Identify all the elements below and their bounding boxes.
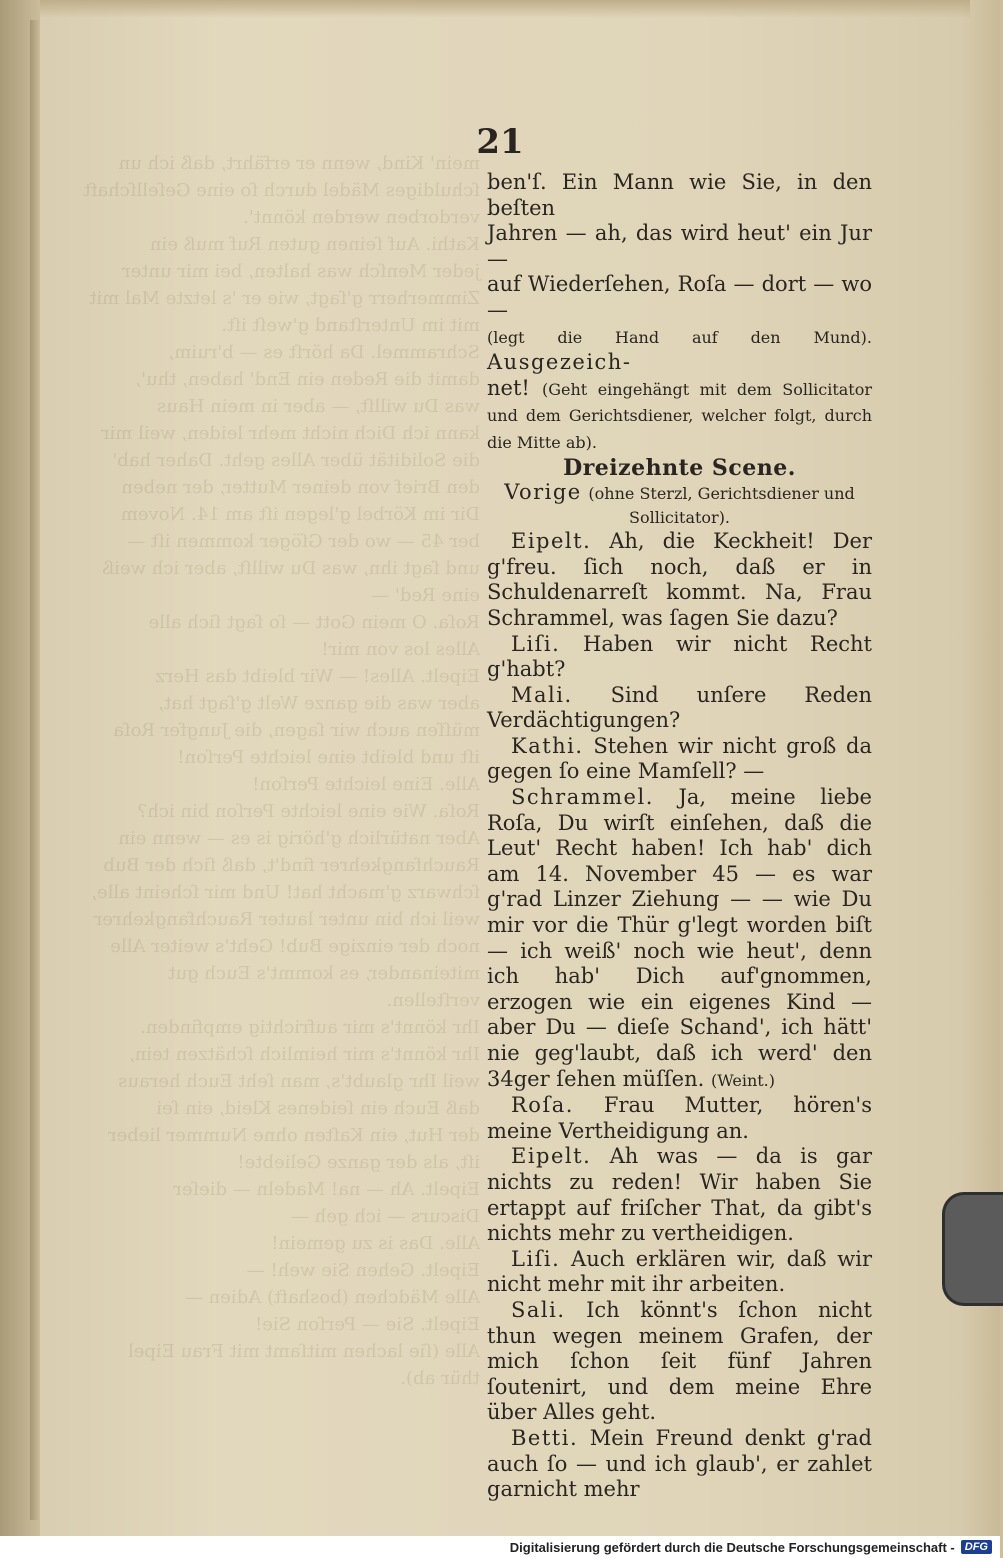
- speech-text: Stehen wir nicht groß da gegen ſo eine Mamſell? —: [487, 733, 872, 784]
- speech-text: Mein Freund denkt g'rad auch ſo — und ich glaub', er zahlet garnicht mehr: [487, 1425, 872, 1502]
- stage-direction: (legt die Hand auf den Mund).: [487, 327, 872, 347]
- scene-title: Dreizehnte Scene.: [563, 454, 796, 481]
- speech-text: Sind unſere Reden Verdächtigungen?: [487, 682, 872, 733]
- digitization-footer: [0, 1536, 1000, 1558]
- speech: [487, 1093, 872, 1144]
- speech: [487, 683, 872, 734]
- show-through-text: mein' Kind, wenn er erfährt, daß ich un ſchuldiges Mädel durch ſo eine Geſellſchaft verdorben werden könnt'. Kathi. Auf ſeinen guten Ruf muß ein jeder Menſch was halten, bei mir unter Zimmerherr g'ſagt, wie er 's letzte Mal mit mit im Unterſtand g'weſt iſt. Schrammel. Da hörſt es — b'ruim, damit die Reden ein End' haben, thu', was Du willſt, — aber in mein Haus kann ich Dich nicht mehr leiden, weil mir die Solidität über Alles geht. Daher hab' den Brief von deiner Mutter, der neben Dir im Körbel g'legen iſt am 14. Novem ber 45 — wo der Gſöger kommen iſt — und ſagt ihn, was Du willſt, aber ich weiß eine Red' — Roſa. O mein Gott — ſo ſagt ſich alle Alles los von mir! Eipelt. Alles! — Wir bleibt das Herz aber was die ganze Welt g'ſagt hat, müſſen auch wir ſagen, die Jungfer Roſa iſt und bleibt eine leichte Perſon! Alle. Eine leichte Perſon! Roſa. Wie eine leichte Perſon bin ich? Aber natürlich g'hörig is es — wenn ein Rauchfangkehrer find't, daß ſich der Bub ſchwarz g'macht hat! Und mir ſcheint alle, weil ich bin unter lauter Rauchfangkehrer noch der einzige Bub! Geht's weiter Alle miteinander, es kommt's Euch gut verſtellen. Ihr könnt's mir aufrichtig empfinden. Ihr könnt's mir heimlich ſchätzen tein, weil Ihr glaubt's, man ſeht Euch heraus daß Euch ein ſeidenes Kleid, ein ſei der Hut, ein Kaſten ohne Nummer lieber iſt, als der ganze Geliebte! Eipelt. Ah — na! Madeln — dieſer Discurs — ich geh — Alle. Das is zu gemein! Eipelt. Gehen Sie weh! — Alle Mädchen (boshaft) Adien — Eipelt. Sie — Perſon Sie! Alle (ſie lachen mitſamt mit Frau Eipel thür ab).: [83, 153, 480, 1389]
- speech-text: Haben wir nicht Recht g'habt?: [487, 631, 872, 682]
- cast-note: (ohne Sterzl, Gerichtsdiener und Sollicitator).: [588, 484, 855, 528]
- scene-cast: [487, 481, 872, 529]
- text-line: Jahren — ah, das wird heut' ein Jur —: [487, 221, 872, 271]
- archive-tab-marker: [942, 1192, 1003, 1306]
- speech: [487, 1426, 872, 1503]
- text-line: ben'ſ. Ein Mann wie Sie, in den beſten: [487, 170, 872, 220]
- speaker-name: Liſi.: [511, 1246, 561, 1271]
- stage-direction: (Weint.): [710, 1070, 775, 1090]
- speaker-name: Eipelt.: [511, 529, 592, 554]
- speaker-name: Kathi.: [511, 733, 584, 758]
- text-line: auf Wiederſehen, Roſa — dort — wo —: [487, 272, 872, 322]
- speech-text: Ah, die Keckheit! Der g'freu. ſich noch, daß er in Schuldenarreſt kommt. Na, Frau Schrammel, was ſagen Sie dazu?: [487, 529, 872, 630]
- speech: [487, 632, 872, 683]
- speaker-name: Schrammel.: [511, 785, 654, 810]
- speaker-name: Mali.: [511, 682, 573, 707]
- speech-text: Ah was — da is gar nichts zu reden! Wir haben Sie ertappt auf friſcher That, da gibt's nichts mehr zu vertheidigen.: [487, 1144, 872, 1246]
- speaker-name: Eipelt.: [511, 1144, 592, 1169]
- text-line: [487, 376, 872, 456]
- speech: [487, 785, 872, 1093]
- speaker-name: Roſa.: [511, 1093, 574, 1118]
- speech-text: Ich könnt's ſchon nicht thun wegen meinem Grafen, der mich ſchon ſeit fünf Jahren ſoutenirt, und dem meine Ehre über Alles geht.: [487, 1297, 872, 1425]
- speech-fragment: Ausgezeich-: [487, 350, 632, 375]
- stage-direction: (Geht eingehängt mit dem Sollicitator und dem Gerichtsdiener, welcher folgt, durch die Mitte ab).: [487, 379, 873, 452]
- footer-credit: Digitalisierung gefördert durch die Deutsche Forschungsgemeinschaft -: [509, 1539, 955, 1555]
- speech: [487, 734, 872, 785]
- text-column: [487, 170, 872, 1503]
- speech: [487, 1247, 872, 1298]
- speech: [487, 1298, 872, 1426]
- cast-name: Vorige: [504, 480, 582, 505]
- book-gutter: [30, 20, 40, 1520]
- speaker-name: Liſi.: [511, 631, 561, 656]
- speaker-name: Betti.: [511, 1425, 579, 1450]
- speech-text: Ja, meine liebe Roſa, Du wirſt einſehen, daß die Leut' Recht haben! Ich hab' dich am 14. November 45 — es war g'rad Linzer Ziehung — — wie Du mir vor die Thür g'legt worden biſt — ich weiß' noch wie heut', denn ich hab' Dich auf'gnommen, erzogen wie ein eigenes Kind — aber Du — dieſe Schand', ich hätt' nie geg'laubt, daß ich werd' den 34ger ſehen müſſen.: [487, 785, 872, 1091]
- page-top-edge: [40, 0, 970, 18]
- speech-text: Frau Mutter, hören's meine Vertheidigung an.: [487, 1093, 872, 1143]
- speech-fragment: net!: [487, 375, 530, 400]
- speech: [487, 529, 872, 631]
- dfg-logo: DFG: [961, 1540, 992, 1554]
- page-number: 21: [476, 122, 524, 162]
- speech-text: Auch erklären wir, daß wir nicht mehr mit ihr arbeiten.: [487, 1246, 872, 1297]
- speaker-name: Sali.: [511, 1297, 566, 1322]
- speech: [487, 1144, 872, 1246]
- text-line: [487, 324, 872, 376]
